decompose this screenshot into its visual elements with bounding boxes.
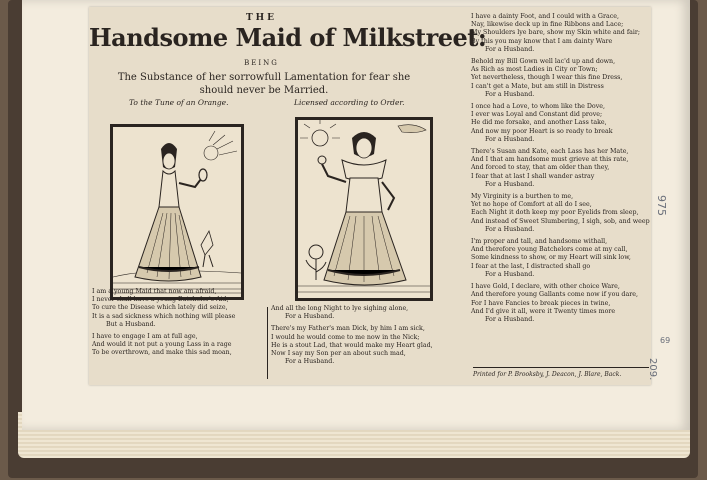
tune-note: To the Tune of an Orange. bbox=[129, 98, 229, 107]
stanza bbox=[471, 13, 646, 54]
woodcut-lady-mirror-image bbox=[113, 127, 241, 297]
verse-line: I once had a Love, to whom like the Dove, bbox=[471, 103, 605, 111]
stanza bbox=[271, 305, 441, 321]
stanza bbox=[471, 193, 650, 234]
verse-line: I have Gold, I declare, with other choice Ware, bbox=[471, 283, 620, 291]
verse-line: I would he would come to me now in the Nick; bbox=[271, 333, 420, 341]
verse-line: I have to engage I am at full age, bbox=[92, 333, 198, 341]
album-page bbox=[22, 0, 690, 430]
verse-column-middle bbox=[271, 305, 441, 370]
verse-line: Yet no hope of Comfort at all do I see, bbox=[471, 201, 592, 209]
verse-line: For a Husband. bbox=[285, 358, 335, 366]
verse-line: I fear that at last I shall wander astray bbox=[471, 172, 595, 180]
stanza bbox=[471, 58, 646, 99]
woodcut-lady-flower-image bbox=[298, 120, 430, 298]
being-label: BEING bbox=[244, 59, 279, 67]
verse-line: To be overthrown, and make this sad moan, bbox=[92, 349, 232, 357]
verse-line: And would it not put a young Lass in a rage bbox=[92, 341, 232, 349]
printer-imprint: Printed for P. Brooksby, J. Deacon, J. Blare, Back. bbox=[473, 367, 649, 378]
verse-line: For I have Fancies to break pieces in twine, bbox=[471, 299, 611, 307]
verse-line: Behold my Bill Gown well lac'd up and down, bbox=[471, 58, 616, 66]
verse-line: Some kindness to show, or my Heart will sink low, bbox=[471, 254, 631, 262]
verse-line: For a Husband. bbox=[485, 45, 535, 53]
verse-line: I never shall have a young Batchelor's Aid, bbox=[92, 296, 229, 304]
verse-line: And instead of Sweet Slumbering, I sigh, sob, and weep bbox=[471, 217, 650, 225]
stanza bbox=[271, 325, 441, 366]
verse-line: He did me forsake, and another Lass take, bbox=[471, 119, 607, 127]
verse-column-right bbox=[471, 13, 650, 328]
column-divider bbox=[267, 307, 268, 379]
verse-line: And forced to stay, that am older than they, bbox=[471, 164, 610, 172]
stanza bbox=[471, 238, 646, 279]
verse-line: And therefore young Batchelors come at my call, bbox=[471, 246, 628, 254]
verse-line: And I that am handsome must grieve at this rate, bbox=[471, 156, 629, 164]
verse-line: I fear at the last, I distracted shall go bbox=[471, 262, 591, 270]
verse-line: I am a young Maid that now am afraid, bbox=[92, 288, 217, 295]
ballad-subtitle: The Substance of her sorrowfull Lamentation for fear she should never be Married. bbox=[117, 72, 411, 96]
verse-line: To cure the Disease which lately did seize, bbox=[92, 304, 228, 312]
title-prefix: THE bbox=[245, 13, 278, 23]
verse-line: And all the long Night to lye sighing alone, bbox=[271, 305, 409, 312]
verse-line: Yet nevertheless, though I wear this fine Dress, bbox=[471, 74, 623, 82]
stanza bbox=[92, 333, 262, 358]
verse-line: As Rich as most Ladies in City or Town; bbox=[471, 66, 598, 74]
woodcut-lady-flower bbox=[295, 117, 433, 301]
handwritten-folio-number: 209. bbox=[647, 358, 658, 381]
verse-line: For a Husband. bbox=[485, 135, 535, 143]
verse-line: I ever was Loyal and Constant did prove; bbox=[471, 111, 603, 119]
verse-line: And therefore young Gallants come now if you dare, bbox=[471, 291, 638, 299]
verse-line: By this you may know that I am dainty Ware bbox=[471, 37, 613, 45]
license-note: Licensed according to Order. bbox=[294, 98, 405, 107]
verse-column-left bbox=[92, 288, 262, 362]
verse-line: For a Husband. bbox=[285, 313, 335, 321]
verse-line: For a Husband. bbox=[485, 270, 535, 278]
verse-line: For a Husband. bbox=[485, 315, 535, 323]
stanza bbox=[92, 288, 262, 329]
verse-line: Now I say my Son per an about such mad, bbox=[271, 350, 406, 358]
stanza bbox=[471, 148, 646, 189]
verse-line: I have a dainty Foot, and I could with a Grace, bbox=[471, 13, 619, 20]
verse-line: I'm proper and tall, and handsome withall, bbox=[471, 238, 608, 246]
verse-line: Nay, likewise deck up in fine Ribbons and Lace; bbox=[471, 21, 624, 29]
verse-line: My Virginity is a burthen to me, bbox=[471, 193, 574, 201]
verse-line: My Shoulders lye bare, show my Skin white and fair; bbox=[471, 29, 641, 37]
verse-line: There's my Father's man Dick, by him I am sick, bbox=[271, 325, 425, 333]
stanza bbox=[471, 103, 646, 144]
handwritten-shelfmark: 975 bbox=[655, 195, 668, 216]
handwritten-page-number: 69 bbox=[660, 336, 671, 345]
verse-line: And now my poor Heart is so ready to break bbox=[471, 127, 613, 135]
verse-line: But a Husband. bbox=[106, 320, 156, 328]
ballad-title: Handsome Maid of Milkstreet: bbox=[89, 23, 487, 52]
woodcut-lady-mirror bbox=[110, 124, 244, 300]
verse-line: And I'd give it all, were it Twenty times more bbox=[471, 307, 616, 315]
verse-line: For a Husband. bbox=[485, 225, 535, 233]
stanza bbox=[471, 283, 646, 324]
verse-line: For a Husband. bbox=[485, 180, 535, 188]
verse-line: There's Susan and Kate, each Lass has her Mate, bbox=[471, 148, 629, 156]
verse-line: Each Night it doth keep my poor Eyelids from sleep, bbox=[471, 209, 639, 217]
broadside-sheet bbox=[89, 7, 651, 385]
verse-line: I can't get a Mate, but am still in Distress bbox=[471, 82, 604, 90]
verse-line: He is a stout Lad, that would make my Heart glad, bbox=[271, 341, 433, 349]
verse-line: For a Husband. bbox=[485, 90, 535, 98]
verse-line: It is a sad sickness which nothing will please bbox=[92, 312, 236, 320]
